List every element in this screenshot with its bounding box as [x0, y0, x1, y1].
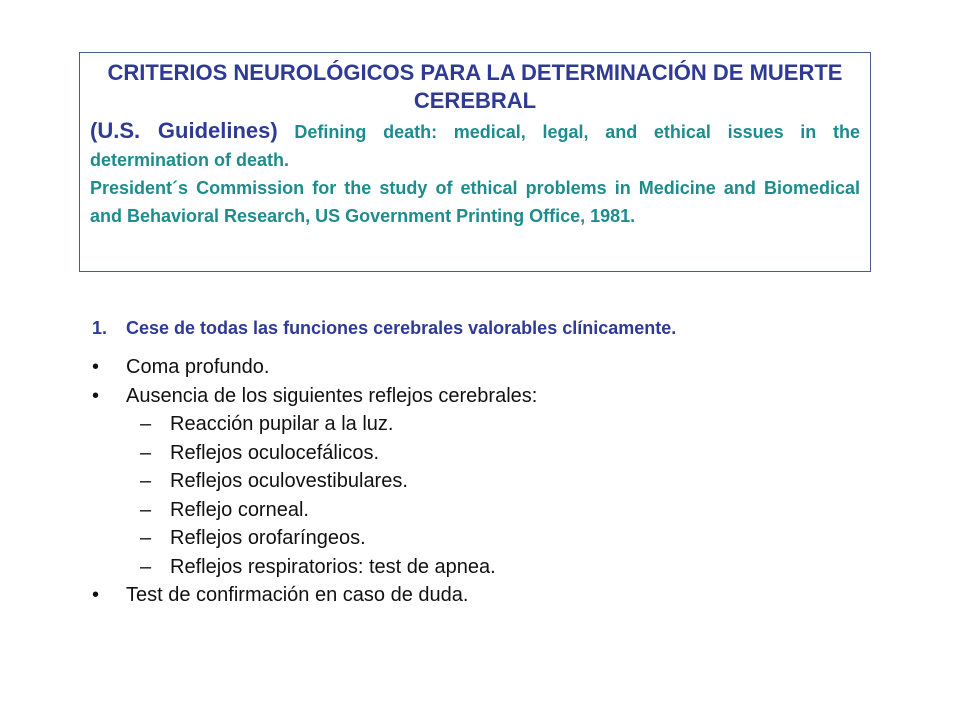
slide-title: CRITERIOS NEUROLÓGICOS PARA LA DETERMINACIÓN DE MUERTE CEREBRAL	[107, 60, 843, 113]
reference-block	[90, 117, 860, 230]
dash-mark: –	[140, 413, 152, 435]
bullet-mark: •	[92, 356, 100, 378]
criteria-list	[92, 313, 892, 610]
sub-list-item-text: Reflejo corneal.	[170, 498, 309, 521]
sub-list-item-text: Reacción pupilar a la luz.	[170, 413, 394, 435]
section-heading-text: Cese de todas las funciones cerebrales valorables clínicamente.	[126, 318, 677, 338]
section-heading	[92, 313, 892, 343]
list-item	[92, 382, 892, 411]
section-number: 1.	[92, 318, 108, 338]
list-item	[92, 581, 892, 610]
reference-text: Defining death: medical, legal, and ethical issues in the determination of death.	[90, 122, 860, 170]
list-item-text: Coma profundo.	[126, 356, 270, 378]
reference-paragraph	[90, 117, 860, 174]
bullet-mark: •	[92, 384, 100, 407]
dash-mark: –	[140, 527, 152, 549]
sub-list-item	[92, 410, 892, 439]
sub-list-item-text: Reflejos oculocefálicos.	[170, 441, 379, 464]
sub-list-item-text: Reflejos oculovestibulares.	[170, 470, 408, 492]
sub-list-item-text: Reflejos orofaríngeos.	[170, 527, 366, 549]
sub-list-item	[92, 524, 892, 553]
reference-source: President´s Commission for the study of ethical problems in Medicine and Biomedical and Behavioral Research, US Government Printing Office, 1981.	[90, 178, 860, 226]
dash-mark: –	[140, 441, 152, 464]
sub-list-item	[92, 496, 892, 525]
list-item-text: Test de confirmación en caso de duda.	[126, 584, 469, 606]
header-box	[79, 52, 871, 272]
sub-list-item-text: Reflejos respiratorios: test de apnea.	[170, 555, 496, 578]
sub-list-item	[92, 553, 892, 582]
list-item	[92, 353, 892, 382]
dash-mark: –	[140, 555, 152, 578]
list-item-text: Ausencia de los siguientes reflejos cerebrales:	[126, 384, 538, 407]
sub-list-item	[92, 439, 892, 468]
dash-mark: –	[140, 498, 152, 521]
sub-list-item	[92, 467, 892, 496]
reference-lead: (U.S. Guidelines)	[90, 118, 278, 143]
dash-mark: –	[140, 470, 152, 492]
bullet-mark: •	[92, 584, 100, 606]
